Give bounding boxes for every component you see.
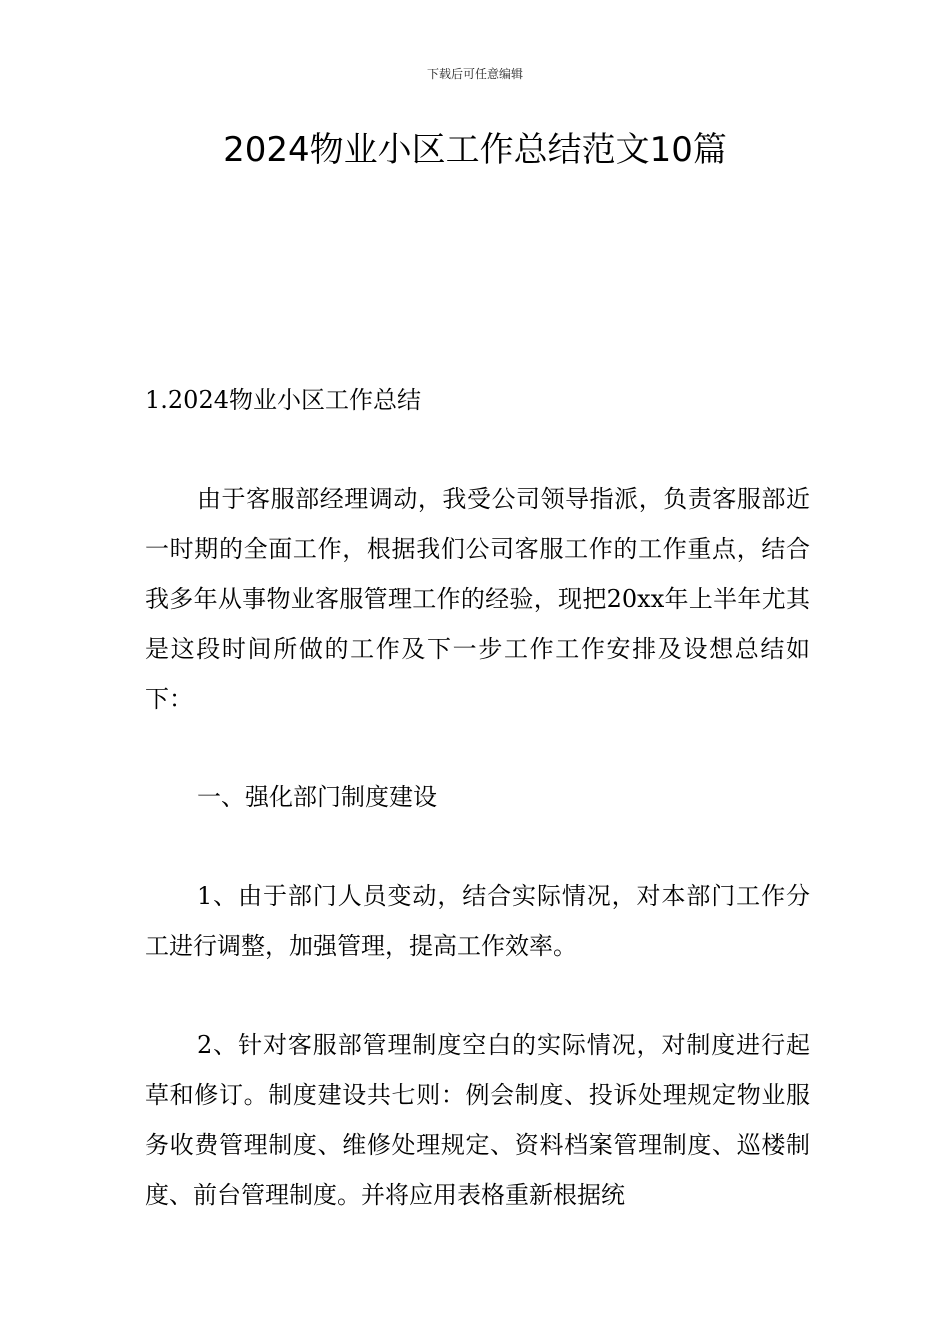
item-one-paragraph: 1、由于部门人员变动，结合实际情况，对本部门工作分工进行调整，加强管理，提高工作效率。 (145, 882, 810, 960)
header-note: 下载后可任意编辑 (426, 67, 523, 81)
heading-one: 一、强化部门制度建设 (197, 783, 437, 811)
document-title: 2024物业小区工作总结范文10篇 (223, 130, 727, 170)
item-two-paragraph: 2、针对客服部管理制度空白的实际情况，对制度进行起草和修订。制度建设共七则：例会制度、投诉处理规定物业服务收费管理制度、维修处理规定、资料档案管理制度、巡楼制度、前台管理制度。并将应用表格重新根据统 (145, 1031, 810, 1209)
section-title: 1.2024物业小区工作总结 (145, 386, 421, 414)
intro-paragraph: 由于客服部经理调动，我受公司领导指派，负责客服部近一时期的全面工作，根据我们公司客服工作的工作重点，结合我多年从事物业客服管理工作的经验，现把20xx年上半年尤其是这段时间所做的工作及下一步工作工作安排及设想总结如下： (145, 485, 810, 713)
